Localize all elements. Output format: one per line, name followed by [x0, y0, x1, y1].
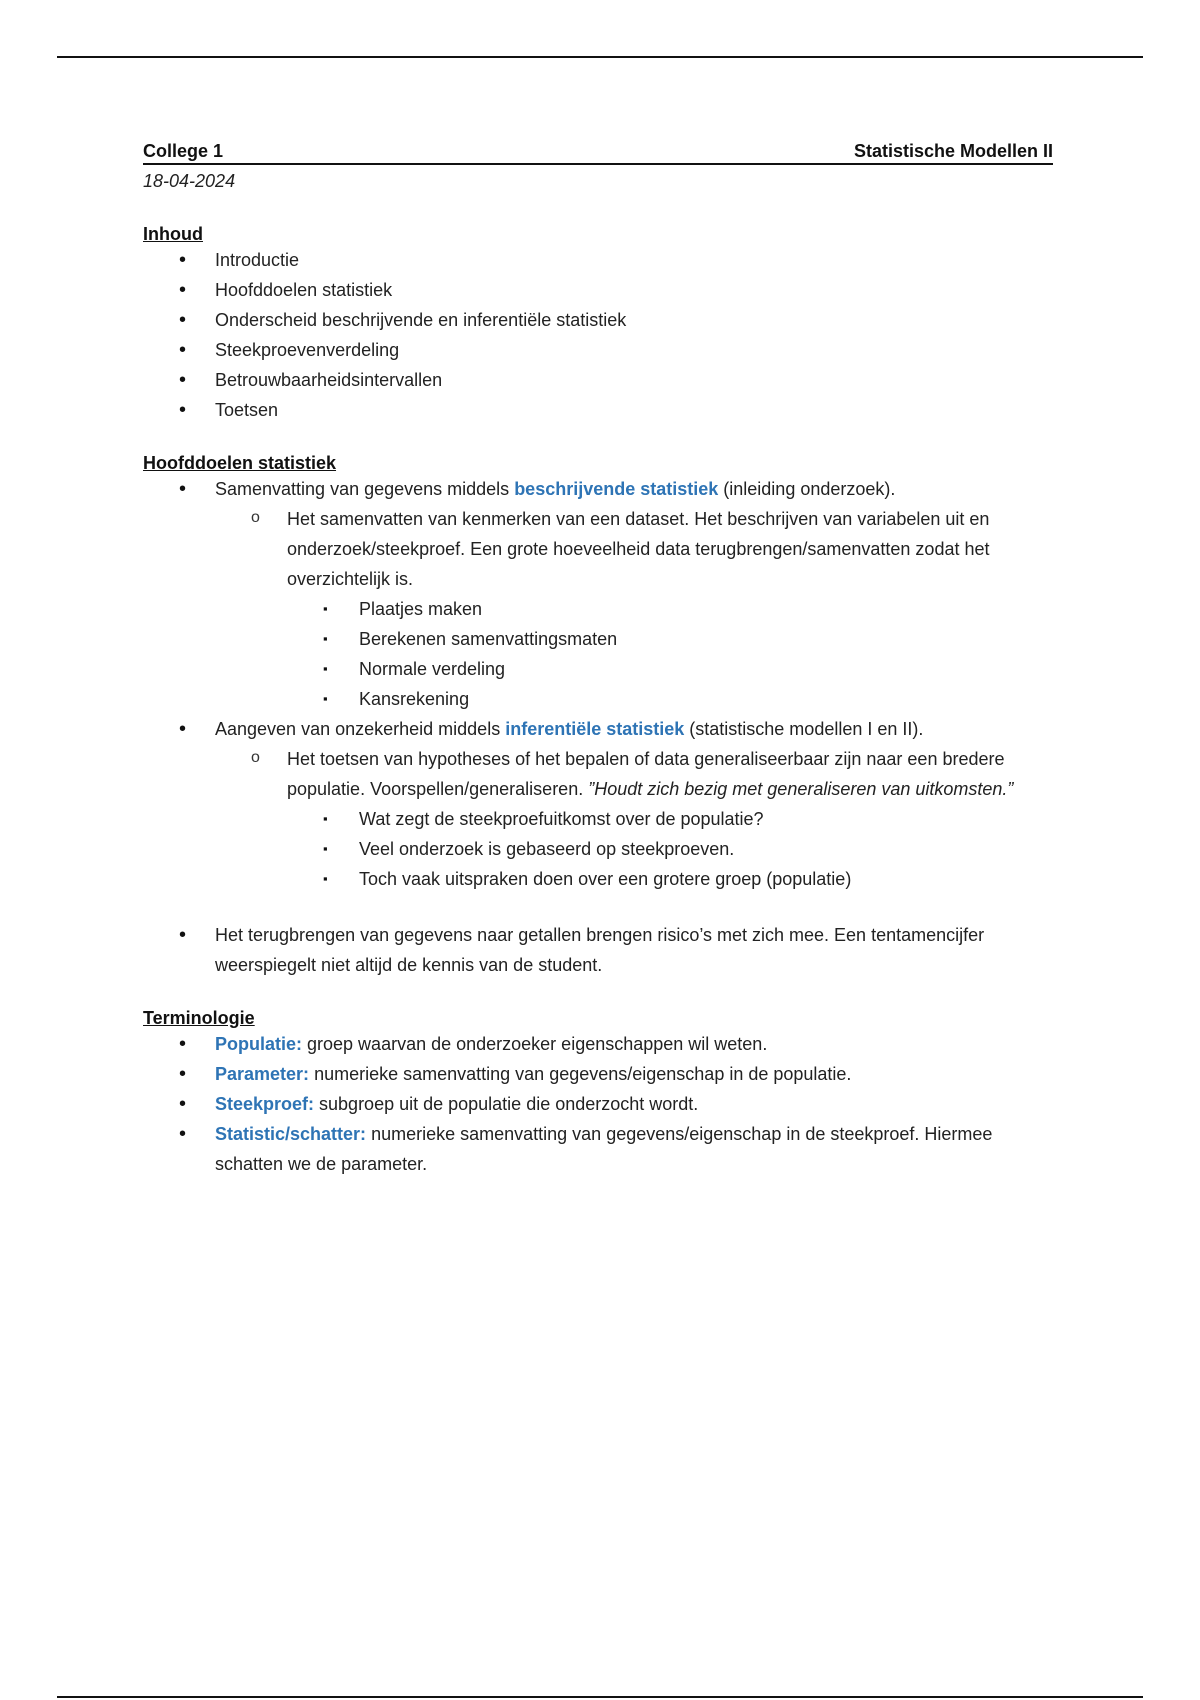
term-item	[143, 1029, 1053, 1059]
highlight-term: beschrijvende statistiek	[514, 479, 719, 499]
section-title-hoofddoelen: Hoofddoelen statistiek	[143, 453, 337, 473]
subsub-item: ▪ Kansrekening	[287, 684, 1053, 714]
terminologie-list	[143, 1029, 1053, 1179]
text-pre: Samenvatting van gegevens middels	[215, 479, 515, 499]
subsub-list	[287, 594, 1053, 714]
text-post: (statistische modellen I en II).	[684, 719, 924, 739]
term-def: groep waarvan de onderzoeker eigenschappen wil weten.	[302, 1034, 768, 1054]
term-def: numerieke samenvatting van gegevens/eigenschap in de populatie.	[309, 1064, 852, 1084]
course-session: College 1	[143, 141, 224, 161]
term-name: Steekproef:	[215, 1094, 315, 1114]
subsub-item: ▪ Toch vaak uitspraken doen over een grotere groep (populatie)	[287, 864, 1053, 894]
section-title-inhoud: Inhoud	[143, 224, 203, 244]
sub-text: Het toetsen van hypotheses of het bepalen of data generaliseerbaar zijn naar een bredere populatie. Voorspellen/generaliseren.	[287, 749, 1005, 799]
term-def: subgroep uit de populatie die onderzocht wordt.	[314, 1094, 699, 1114]
page-bottom-rule	[57, 1696, 1143, 1698]
list-item: • Hoofddoelen statistiek	[143, 275, 1053, 305]
subsub-item: ▪ Wat zegt de steekproefuitkomst over de populatie?	[287, 804, 1053, 834]
page-top-rule	[57, 56, 1143, 58]
term-item	[143, 1089, 1053, 1119]
list-item-beschrijvende	[143, 474, 1053, 714]
list-item: • Steekproevenverdeling	[143, 335, 1053, 365]
list-item: • Betrouwbaarheidsintervallen	[143, 365, 1053, 395]
term-def: numerieke samenvatting van gegevens/eigenschap in de steekproef. Hiermee schatten we de parameter.	[215, 1124, 993, 1174]
term-item	[143, 1059, 1053, 1089]
sub-quote: ”Houdt zich bezig met generaliseren van uitkomsten.”	[588, 779, 1014, 799]
sub-list	[287, 504, 1053, 714]
spacer	[143, 894, 1053, 920]
inhoud-list	[143, 245, 1053, 425]
hoofddoelen-list	[143, 474, 1053, 894]
document-page	[143, 141, 1053, 1179]
sub-list	[287, 744, 1053, 894]
list-item: • Toetsen	[143, 395, 1053, 425]
list-item: • Onderscheid beschrijvende en inferentiële statistiek	[143, 305, 1053, 335]
term-name: Parameter:	[215, 1064, 310, 1084]
term-name: Populatie:	[215, 1034, 303, 1054]
list-item: • Introductie	[143, 245, 1053, 275]
subsub-list	[287, 804, 1053, 894]
highlight-term: inferentiële statistiek	[505, 719, 685, 739]
subsub-item: ▪ Veel onderzoek is gebaseerd op steekproeven.	[287, 834, 1053, 864]
subsub-item: ▪ Berekenen samenvattingsmaten	[287, 624, 1053, 654]
sub-item	[215, 504, 1053, 714]
term-name: Statistic/schatter:	[215, 1124, 367, 1144]
document-date: 18-04-2024	[143, 171, 236, 191]
sub-item	[215, 744, 1053, 894]
subsub-item: ▪ Normale verdeling	[287, 654, 1053, 684]
subsub-item: ▪ Plaatjes maken	[287, 594, 1053, 624]
document-header	[143, 141, 1053, 165]
course-name: Statistische Modellen II	[853, 141, 1053, 161]
sub-text: Het samenvatten van kenmerken van een dataset. Het beschrijven van variabelen uit en onderzoek/steekproef. Een grote hoeveelheid data terugbrengen/samenvatten zodat het overzichtelijk is.	[287, 509, 990, 589]
section-title-terminologie: Terminologie	[143, 1008, 255, 1028]
text-pre: Aangeven van onzekerheid middels	[215, 719, 506, 739]
risico-list	[143, 920, 1053, 980]
list-item-inferentiele	[143, 714, 1053, 894]
list-item-risico: • Het terugbrengen van gegevens naar getallen brengen risico’s met zich mee. Een tentamencijfer weerspiegelt niet altijd de kennis van de student.	[143, 920, 1053, 980]
term-item	[143, 1119, 1053, 1179]
text-post: (inleiding onderzoek).	[718, 479, 896, 499]
